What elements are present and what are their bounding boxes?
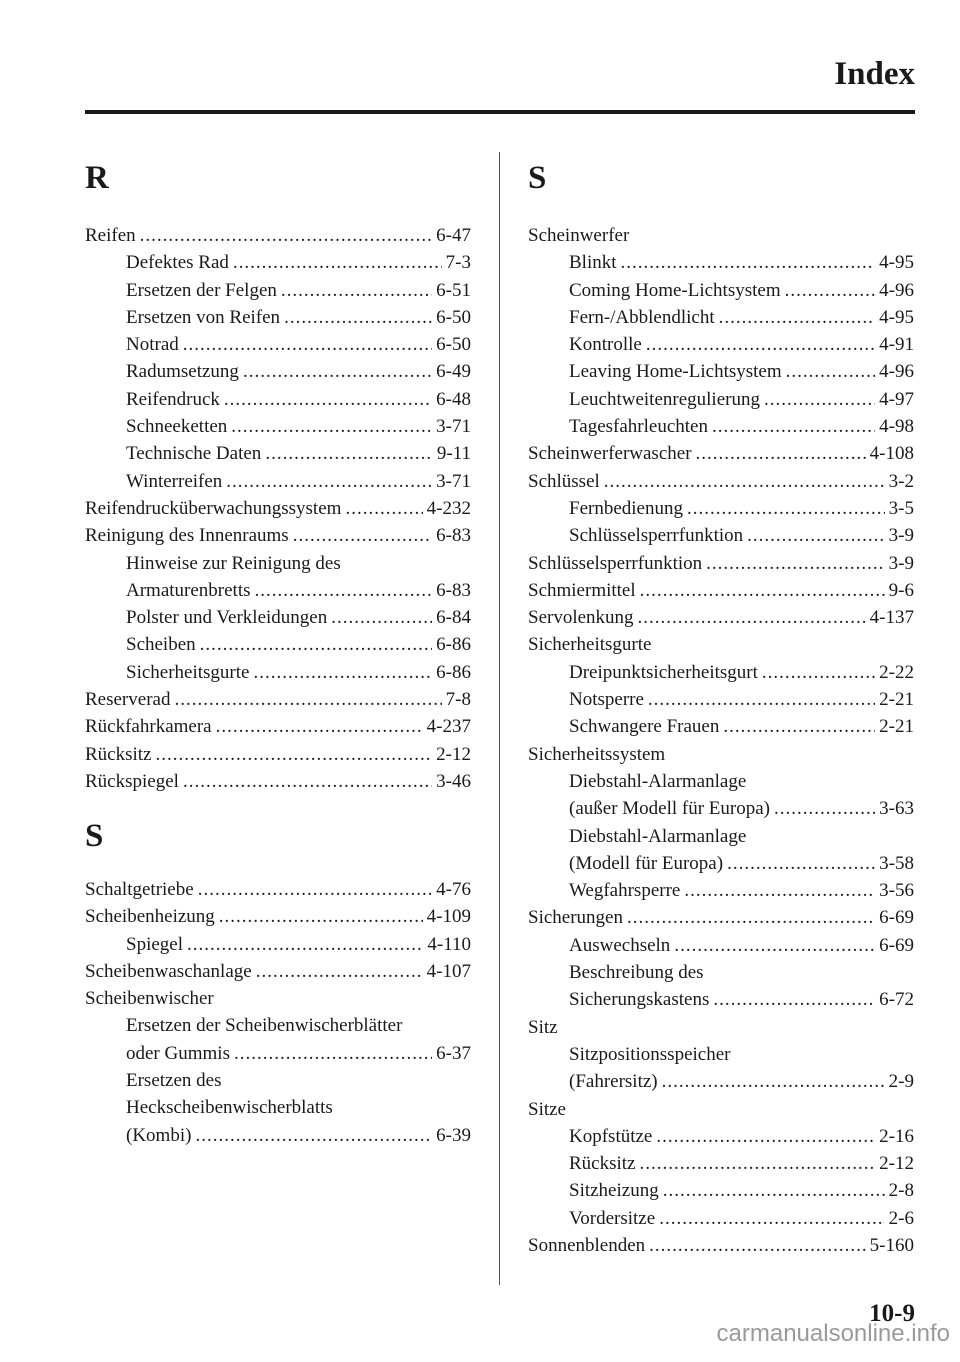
watermark: carmanualsonline.info	[716, 1320, 950, 1347]
dot-leader	[281, 277, 432, 304]
dot-leader	[621, 249, 876, 276]
dot-leader	[200, 631, 433, 658]
index-entry-term: Notrad	[126, 334, 179, 356]
dot-leader	[216, 713, 423, 740]
dot-leader	[198, 876, 432, 903]
index-entry	[528, 741, 914, 768]
index-entry-term: Leaving Home-Lichtsystem	[569, 361, 782, 383]
index-entry-term: Schneeketten	[126, 416, 228, 438]
index-entry-page: 6-39	[436, 1124, 471, 1146]
index-entry	[528, 631, 914, 658]
index-entry	[85, 958, 471, 985]
index-entry	[528, 440, 914, 467]
index-entry	[85, 604, 471, 631]
index-entry-term: Schmiermittel	[528, 579, 636, 601]
index-entry-term: Tagesfahrleuchten	[569, 416, 708, 438]
index-entry-term: (Modell für Europa)	[569, 852, 724, 874]
header-rule	[85, 110, 915, 114]
dot-leader	[687, 495, 885, 522]
index-entry-term: oder Gummis	[126, 1042, 230, 1064]
index-entry-term: Beschreibung des	[569, 962, 704, 984]
index-entry-term: Spiegel	[126, 933, 183, 955]
dot-leader	[640, 1150, 876, 1177]
index-entry	[85, 931, 471, 958]
index-entry	[528, 1177, 914, 1204]
dot-leader	[156, 741, 433, 768]
index-entry-term: Hinweise zur Reinigung des	[126, 552, 341, 574]
dot-leader	[774, 795, 875, 822]
index-entry-term: Ersetzen des	[126, 1070, 222, 1092]
index-entry	[85, 631, 471, 658]
index-entry	[528, 1232, 914, 1259]
index-entry-page: 2-8	[888, 1180, 914, 1202]
index-entry	[528, 331, 914, 358]
index-entry-page: 6-86	[436, 661, 471, 683]
dot-leader	[674, 932, 875, 959]
index-entry-page: 6-69	[879, 907, 914, 929]
dot-leader	[785, 277, 876, 304]
index-entry	[85, 304, 471, 331]
dot-leader	[224, 386, 432, 413]
dot-leader	[640, 577, 885, 604]
index-entry-term: Blinkt	[569, 252, 617, 274]
index-entry-page: 6-86	[436, 634, 471, 656]
index-entry-page: 6-72	[879, 989, 914, 1011]
index-entry-term: Diebstahl-Alarmanlage	[569, 770, 747, 792]
index-entry-page: 3-63	[879, 798, 914, 820]
dot-leader	[719, 304, 876, 331]
index-entry	[85, 686, 471, 713]
index-entry-page: 3-56	[879, 880, 914, 902]
dot-leader	[762, 659, 875, 686]
index-entry-term: Rückfahrkamera	[85, 716, 212, 738]
index-entry	[85, 495, 471, 522]
dot-leader	[243, 358, 432, 385]
index-entry-term: Sitzheizung	[569, 1180, 659, 1202]
index-entry-page: 9-11	[436, 443, 471, 465]
index-entry-term: Scheinwerfer	[528, 225, 630, 246]
index-entry	[85, 903, 471, 930]
index-entry-page: 6-50	[436, 334, 471, 356]
index-entry-term: Sicherheitsgurte	[126, 661, 250, 683]
dot-leader	[183, 768, 432, 795]
dot-leader	[727, 850, 875, 877]
index-entry-term: Fern-/Abblendlicht	[569, 306, 715, 328]
index-entry	[528, 932, 914, 959]
index-entry-page: 3-9	[888, 525, 914, 547]
index-entry-term: Technische Daten	[126, 443, 262, 465]
index-entry	[85, 522, 471, 549]
index-entry-term: Scheinwerferwascher	[528, 443, 692, 465]
index-entry-page: 3-2	[888, 470, 914, 492]
index-entry	[528, 222, 914, 249]
dot-leader	[713, 986, 875, 1013]
index-entry-page: 6-50	[436, 306, 471, 328]
dot-leader	[345, 495, 422, 522]
dot-leader	[256, 958, 423, 985]
index-entry-term: (Fahrersitz)	[569, 1071, 658, 1093]
index-entry-term: Reifen	[85, 225, 136, 246]
dot-leader	[187, 931, 423, 958]
index-entry	[528, 304, 914, 331]
index-entry-page: 4-76	[436, 879, 471, 900]
index-entry-page: 2-6	[888, 1207, 914, 1229]
dot-leader	[233, 249, 442, 276]
section-letter-s-right: S	[528, 160, 547, 196]
index-entry-term: Scheibenwischer	[85, 988, 214, 1010]
index-entry-page: 2-12	[879, 1153, 914, 1175]
index-entry-page: 4-98	[879, 416, 914, 438]
index-entry	[85, 713, 471, 740]
index-entry	[85, 577, 471, 604]
index-entry-term: Schlüssel	[528, 470, 600, 492]
index-entry-page: 2-22	[879, 661, 914, 683]
index-entry-page: 3-71	[436, 470, 471, 492]
index-entry	[85, 1067, 471, 1094]
dot-leader	[195, 1122, 432, 1149]
index-entry-term: Kontrolle	[569, 334, 642, 356]
dot-leader	[293, 522, 432, 549]
index-entry-page: 4-108	[869, 443, 914, 465]
index-entry-page: 3-9	[888, 552, 914, 574]
index-entry-page: 4-109	[426, 906, 471, 928]
index-entry-page: 3-5	[888, 497, 914, 519]
index-entry-term: Sitzpositionsspeicher	[569, 1043, 731, 1065]
index-entry	[528, 850, 914, 877]
dot-leader	[627, 904, 875, 931]
index-entry-term: Coming Home-Lichtsystem	[569, 279, 781, 301]
index-entry-term: Polster und Verkleidungen	[126, 607, 328, 629]
section-letter-r: R	[85, 160, 109, 196]
index-entry-page: 6-37	[436, 1042, 471, 1064]
index-entry	[528, 877, 914, 904]
index-entry	[85, 249, 471, 276]
index-entry-page: 4-107	[426, 960, 471, 982]
index-entry	[528, 1150, 914, 1177]
index-entry-term: Reifendruck	[126, 388, 220, 410]
page-number: 10-9	[869, 1300, 915, 1327]
index-entry-term: Scheiben	[126, 634, 196, 656]
index-entry	[85, 1094, 471, 1121]
index-entry-term: Vordersitze	[569, 1207, 656, 1229]
index-entry-term: Sicherheitsgurte	[528, 634, 652, 656]
index-entry	[528, 249, 914, 276]
index-entry-page: 4-232	[426, 497, 471, 519]
dot-leader	[331, 604, 432, 631]
index-entry-term: Ersetzen von Reifen	[126, 306, 281, 328]
index-entry	[85, 741, 471, 768]
index-entry	[528, 1205, 914, 1232]
dot-leader	[646, 331, 875, 358]
index-entry-page: 4-237	[426, 716, 471, 738]
index-entry-term: Sicherheitssystem	[528, 743, 666, 765]
column-divider	[499, 152, 500, 1285]
index-entry-term: Wegfahrsperre	[569, 880, 681, 902]
index-entry-page: 4-95	[879, 252, 914, 274]
index-entry-page: 6-69	[879, 934, 914, 956]
index-entry	[85, 358, 471, 385]
dot-leader	[712, 413, 875, 440]
index-entry	[85, 386, 471, 413]
index-entry-page: 4-96	[879, 361, 914, 383]
index-entry	[85, 876, 471, 903]
index-entry	[85, 659, 471, 686]
index-entry-term: Auswechseln	[569, 934, 671, 956]
index-entry-page: 4-96	[879, 279, 914, 301]
dot-leader	[255, 577, 433, 604]
index-entry-term: Rücksitz	[85, 743, 152, 765]
dot-leader	[140, 222, 433, 249]
dot-leader	[253, 659, 432, 686]
index-entry-term: Radumsetzung	[126, 361, 239, 383]
index-entry-page: 2-21	[879, 689, 914, 711]
index-list-s-right	[528, 222, 914, 1259]
dot-leader	[219, 903, 423, 930]
index-entry-term: Leuchtweitenregulierung	[569, 388, 760, 410]
index-entry	[528, 522, 914, 549]
index-entry-page: 7-3	[445, 252, 471, 274]
index-entry-term: Sitze	[528, 1098, 566, 1120]
dot-leader	[706, 550, 885, 577]
index-entry	[528, 1041, 914, 1068]
index-entry-page: 2-12	[436, 743, 471, 765]
dot-leader	[696, 440, 866, 467]
index-entry-term: Schaltgetriebe	[85, 879, 194, 900]
index-entry-term: Scheibenwaschanlage	[85, 960, 252, 982]
dot-leader	[226, 468, 432, 495]
index-entry-term: Armaturenbretts	[126, 579, 251, 601]
index-entry	[528, 1014, 914, 1041]
index-entry-term: Dreipunktsicherheitsgurt	[569, 661, 758, 683]
index-entry-term: Schlüsselsperrfunktion	[569, 525, 744, 547]
index-entry-page: 6-84	[436, 607, 471, 629]
dot-leader	[231, 413, 432, 440]
index-entry	[528, 986, 914, 1013]
index-entry-page: 3-58	[879, 852, 914, 874]
dot-leader	[265, 440, 433, 467]
index-entry	[528, 413, 914, 440]
index-entry	[528, 795, 914, 822]
index-entry-page: 6-51	[436, 279, 471, 301]
index-entry-term: Schlüsselsperrfunktion	[528, 552, 703, 574]
index-entry	[85, 468, 471, 495]
index-entry	[528, 713, 914, 740]
index-entry-page: 6-83	[436, 525, 471, 547]
index-entry	[528, 686, 914, 713]
index-entry-term: Defektes Rad	[126, 252, 229, 274]
index-entry	[85, 1122, 471, 1149]
index-entry-term: (Kombi)	[126, 1124, 192, 1146]
dot-leader	[663, 1177, 885, 1204]
index-entry	[85, 985, 471, 1012]
dot-leader	[284, 304, 432, 331]
index-entry	[528, 1096, 914, 1123]
index-entry-page: 4-110	[427, 933, 471, 955]
dot-leader	[638, 604, 866, 631]
page-header-title: Index	[834, 56, 915, 92]
index-entry-term: Winterreifen	[126, 470, 223, 492]
index-entry	[528, 604, 914, 631]
index-entry-term: Ersetzen der Felgen	[126, 279, 277, 301]
index-entry-term: Reifendrucküberwachungssystem	[85, 497, 342, 519]
index-entry	[85, 222, 471, 249]
index-entry	[528, 577, 914, 604]
index-entry	[528, 495, 914, 522]
dot-leader	[649, 1232, 866, 1259]
index-entry	[528, 386, 914, 413]
index-entry-page: 6-48	[436, 388, 471, 410]
dot-leader	[604, 468, 885, 495]
index-entry-page: 6-49	[436, 361, 471, 383]
index-entry-page: 6-83	[436, 579, 471, 601]
index-entry-term: Servolenkung	[528, 607, 634, 629]
dot-leader	[747, 522, 885, 549]
dot-leader	[183, 331, 432, 358]
index-entry-page: 5-160	[869, 1234, 914, 1256]
index-entry-page: 2-16	[879, 1125, 914, 1147]
index-entry-page: 2-9	[888, 1071, 914, 1093]
index-entry-term: Scheibenheizung	[85, 906, 215, 928]
index-entry-term: Sicherungen	[528, 907, 623, 929]
index-entry	[528, 1123, 914, 1150]
index-entry-term: Ersetzen der Scheibenwischerblätter	[126, 1015, 403, 1037]
index-entry	[528, 277, 914, 304]
index-entry-term: Rückspiegel	[85, 770, 179, 792]
index-entry-term: Reserverad	[85, 689, 171, 711]
index-entry-term: Rücksitz	[569, 1153, 636, 1175]
index-entry	[528, 468, 914, 495]
index-entry	[85, 550, 471, 577]
index-entry	[528, 659, 914, 686]
section-letter-s-left: S	[85, 818, 104, 854]
dot-leader	[723, 713, 875, 740]
index-entry-term: Schwangere Frauen	[569, 716, 720, 738]
index-entry	[85, 768, 471, 795]
dot-leader	[662, 1068, 885, 1095]
index-entry-page: 9-6	[888, 579, 914, 601]
index-entry	[85, 277, 471, 304]
dot-leader	[764, 386, 875, 413]
index-entry-page: 4-137	[869, 607, 914, 629]
dot-leader	[786, 358, 876, 385]
dot-leader	[659, 1205, 884, 1232]
index-entry	[85, 1012, 471, 1039]
index-entry-page: 2-21	[879, 716, 914, 738]
index-entry-term: Reinigung des Innenraums	[85, 525, 289, 547]
index-list-s-left	[85, 876, 471, 1149]
index-entry-page: 4-91	[879, 334, 914, 356]
index-entry-page: 4-97	[879, 388, 914, 410]
index-entry-term: Diebstahl-Alarmanlage	[569, 825, 747, 847]
dot-leader	[684, 877, 875, 904]
index-entry-page: 3-46	[436, 770, 471, 792]
dot-leader	[648, 686, 875, 713]
index-entry-term: Sonnenblenden	[528, 1234, 646, 1256]
index-entry	[85, 440, 471, 467]
dot-leader	[174, 686, 441, 713]
index-list-r	[85, 222, 471, 795]
index-entry-page: 6-47	[436, 225, 471, 246]
index-entry	[85, 413, 471, 440]
index-entry	[528, 959, 914, 986]
index-entry	[528, 550, 914, 577]
index-entry	[528, 904, 914, 931]
dot-leader	[234, 1040, 432, 1067]
index-entry-term: Kopfstütze	[569, 1125, 653, 1147]
index-entry-term: Heckscheibenwischerblatts	[126, 1097, 333, 1119]
index-entry-term: (außer Modell für Europa)	[569, 798, 771, 820]
dot-leader	[656, 1123, 875, 1150]
index-entry-term: Sitz	[528, 1016, 558, 1038]
index-entry	[528, 823, 914, 850]
index-entry	[85, 331, 471, 358]
index-entry-page: 4-95	[879, 306, 914, 328]
index-entry	[528, 768, 914, 795]
index-entry	[528, 358, 914, 385]
index-entry-page: 3-71	[436, 416, 471, 438]
index-entry-term: Notsperre	[569, 689, 644, 711]
index-entry-term: Sicherungskastens	[569, 989, 710, 1011]
index-entry	[85, 1040, 471, 1067]
index-entry	[528, 1068, 914, 1095]
index-entry-page: 7-8	[445, 689, 471, 711]
index-entry-term: Fernbedienung	[569, 497, 683, 519]
